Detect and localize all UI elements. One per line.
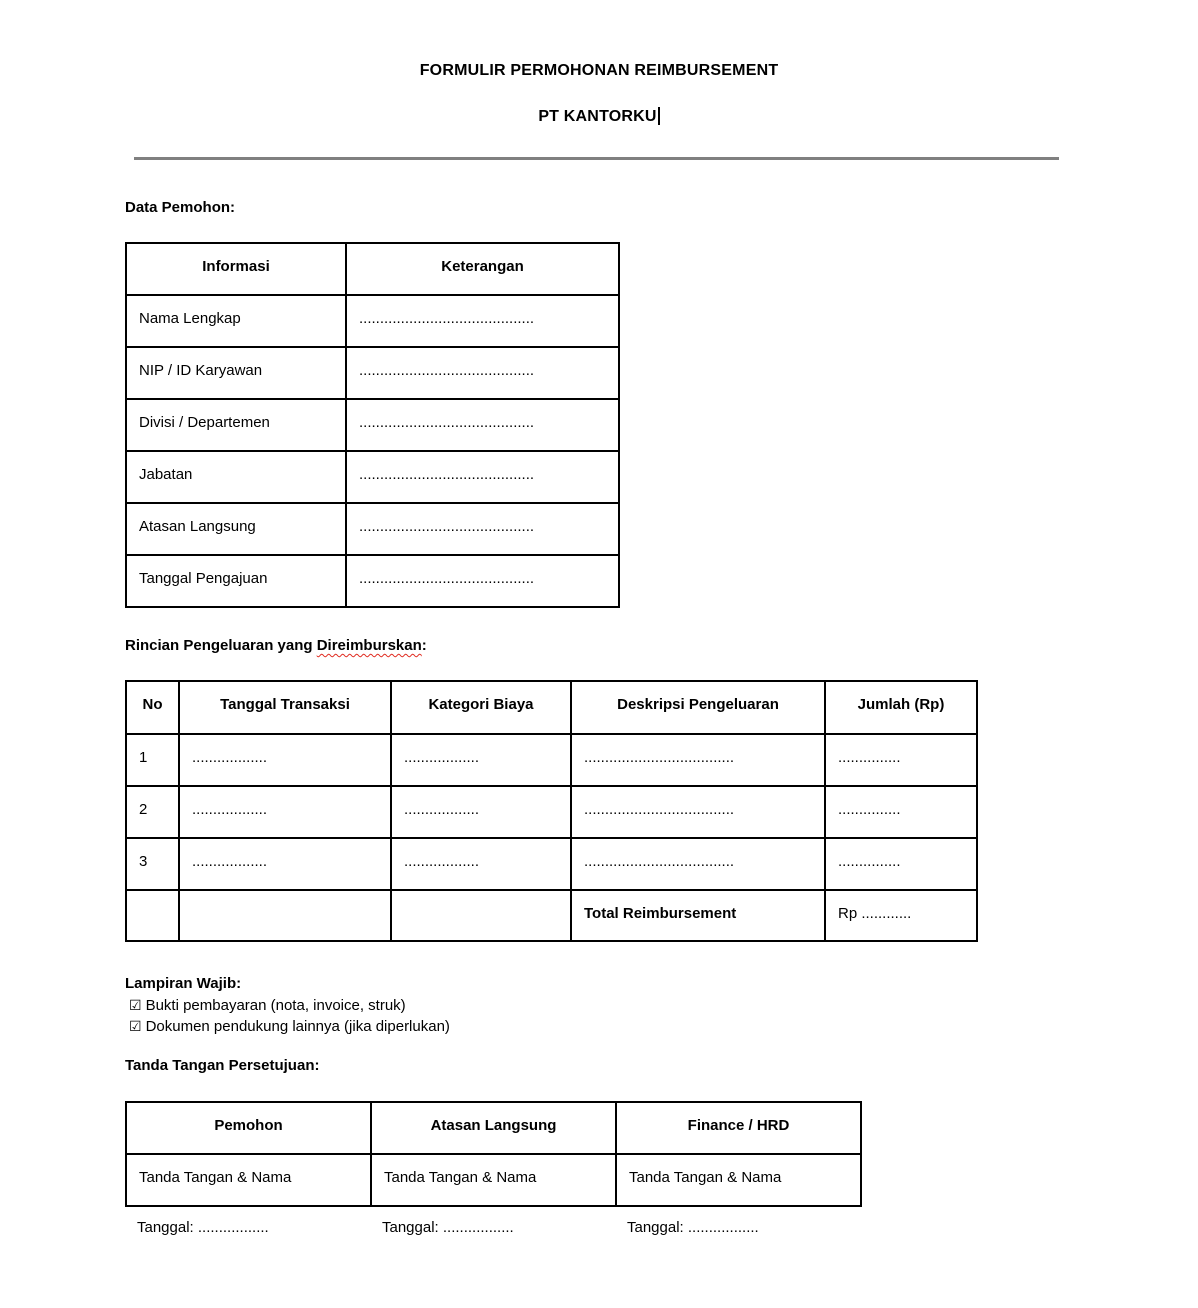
total-reimbursement-label: Total Reimbursement	[571, 890, 825, 941]
table-row	[126, 1154, 861, 1206]
expense-row-number: 3	[126, 838, 179, 890]
attachment-item[interactable]	[125, 995, 450, 1017]
expense-row-number: 2	[126, 786, 179, 838]
expense-header-no: No	[126, 681, 179, 734]
applicant-field-value[interactable]: ..........................................	[346, 347, 619, 399]
document-title-text: FORMULIR PERMOHONAN REIMBURSEMENT	[419, 62, 779, 79]
approval-date-line[interactable]: Tanggal: .................	[382, 1219, 514, 1236]
expense-category-value[interactable]: ..................	[391, 838, 571, 890]
approval-header-atasan: Atasan Langsung	[371, 1102, 616, 1154]
expense-amount-value[interactable]: ...............	[825, 838, 977, 890]
empty-cell	[179, 890, 391, 941]
checkbox-checked-icon[interactable]: ☑	[129, 1018, 142, 1034]
expense-details-table	[125, 680, 978, 942]
expense-date-value[interactable]: ..................	[179, 838, 391, 890]
expense-category-value[interactable]: ..................	[391, 786, 571, 838]
expenses-section-heading	[125, 636, 427, 655]
table-row	[126, 347, 619, 399]
document-subtitle-text: PT KANTORKU	[538, 108, 657, 125]
applicant-field-value[interactable]: ..........................................	[346, 503, 619, 555]
applicant-field-value[interactable]: ..........................................	[346, 555, 619, 607]
signature-cell[interactable]: Tanda Tangan & Nama	[616, 1154, 861, 1206]
table-row	[126, 399, 619, 451]
table-row	[126, 838, 977, 890]
expense-amount-value[interactable]: ...............	[825, 734, 977, 786]
attachment-item[interactable]	[125, 1016, 450, 1038]
table-row	[126, 503, 619, 555]
approval-signature-table	[125, 1101, 862, 1207]
expense-row-number: 1	[126, 734, 179, 786]
table-header-row	[126, 243, 619, 295]
applicant-header-keterangan: Keterangan	[346, 243, 619, 295]
attachment-item-label: Bukti pembayaran (nota, invoice, struk)	[145, 996, 406, 1014]
applicant-field-label: Tanggal Pengajuan	[126, 555, 346, 607]
approval-date-line[interactable]: Tanggal: .................	[627, 1219, 759, 1236]
applicant-header-informasi: Informasi	[126, 243, 346, 295]
table-row	[126, 451, 619, 503]
expenses-heading-prefix: Rincian Pengeluaran yang	[125, 637, 317, 654]
expense-header-date: Tanggal Transaksi	[179, 681, 391, 734]
applicant-info-table	[125, 242, 620, 608]
empty-cell	[126, 890, 179, 941]
applicant-field-label: Divisi / Departemen	[126, 399, 346, 451]
table-row	[126, 295, 619, 347]
applicant-section-heading: Data Pemohon:	[125, 199, 236, 216]
document-title	[0, 61, 1198, 81]
checkbox-checked-icon[interactable]: ☑	[129, 996, 142, 1013]
expense-date-value[interactable]: ..................	[179, 734, 391, 786]
table-header-row	[126, 681, 977, 734]
expense-header-category: Kategori Biaya	[391, 681, 571, 734]
expenses-heading-misspelled-word: Direimburskan	[316, 637, 422, 654]
empty-cell	[391, 890, 571, 941]
document-subtitle	[0, 107, 1198, 127]
table-header-row	[126, 1102, 861, 1154]
expense-category-value[interactable]: ..................	[391, 734, 571, 786]
signature-cell[interactable]: Tanda Tangan & Nama	[126, 1154, 371, 1206]
expense-header-description: Deskripsi Pengeluaran	[571, 681, 825, 734]
approval-section-heading: Tanda Tangan Persetujuan:	[125, 1057, 320, 1074]
expense-date-value[interactable]: ..................	[179, 786, 391, 838]
attachment-item-label: Dokumen pendukung lainnya (jika diperlukan)	[145, 1018, 450, 1035]
applicant-field-value[interactable]: ..........................................	[346, 295, 619, 347]
text-cursor	[658, 107, 660, 125]
approval-header-pemohon: Pemohon	[126, 1102, 371, 1154]
approval-header-finance: Finance / HRD	[616, 1102, 861, 1154]
expense-description-value[interactable]: ....................................	[571, 786, 825, 838]
horizontal-rule	[134, 157, 1059, 160]
applicant-field-label: Atasan Langsung	[126, 503, 346, 555]
applicant-field-value[interactable]: ..........................................	[346, 399, 619, 451]
expense-description-value[interactable]: ....................................	[571, 838, 825, 890]
signature-cell[interactable]: Tanda Tangan & Nama	[371, 1154, 616, 1206]
table-total-row	[126, 890, 977, 941]
expense-header-amount: Jumlah (Rp)	[825, 681, 977, 734]
applicant-field-label: Jabatan	[126, 451, 346, 503]
table-row	[126, 734, 977, 786]
expense-description-value[interactable]: ....................................	[571, 734, 825, 786]
approval-date-row	[125, 1218, 860, 1238]
applicant-field-value[interactable]: ..........................................	[346, 451, 619, 503]
total-reimbursement-value[interactable]: Rp ............	[825, 890, 977, 941]
expenses-heading-suffix: :	[421, 637, 427, 654]
expense-amount-value[interactable]: ...............	[825, 786, 977, 838]
table-row	[126, 786, 977, 838]
attachments-heading: Lampiran Wajib:	[125, 975, 242, 992]
table-row	[126, 555, 619, 607]
applicant-field-label: NIP / ID Karyawan	[126, 347, 346, 399]
approval-date-line[interactable]: Tanggal: .................	[137, 1219, 269, 1236]
attachments-section	[125, 973, 450, 1038]
applicant-field-label: Nama Lengkap	[126, 295, 346, 347]
